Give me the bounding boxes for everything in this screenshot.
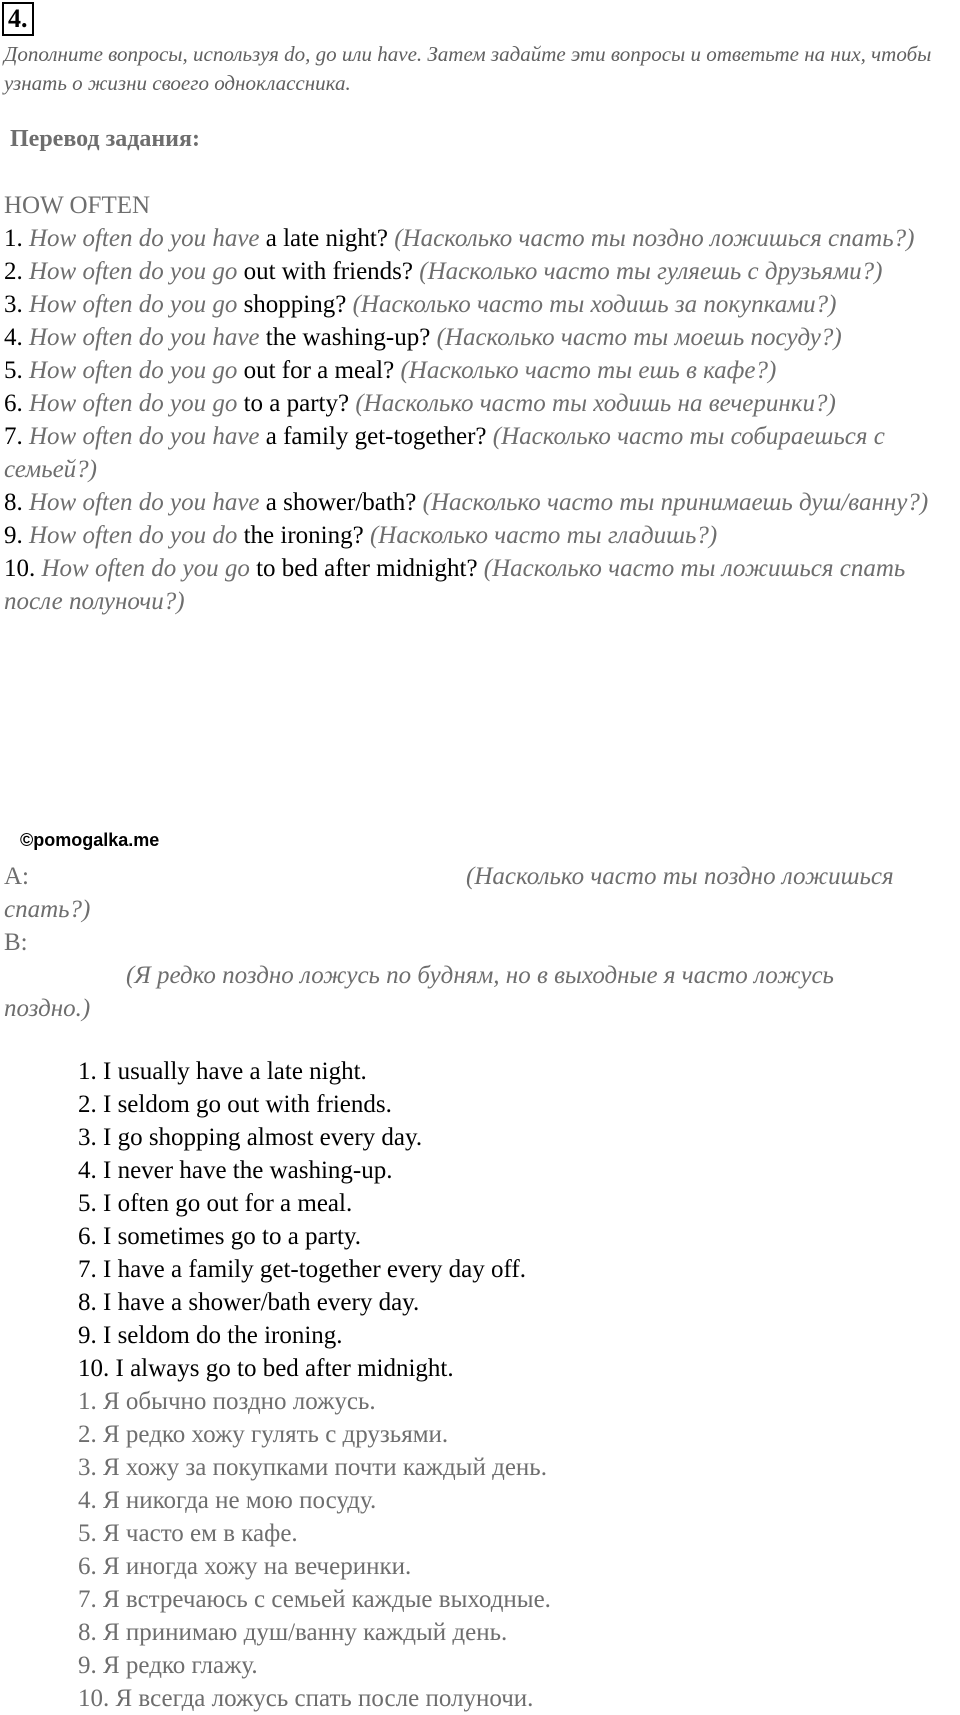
- question-number: 8.: [4, 489, 23, 516]
- dialogue-b-label-line: [4, 926, 958, 959]
- question-list: [4, 222, 958, 618]
- question-item: [4, 288, 958, 321]
- dialogue-b-line: [4, 959, 958, 992]
- question-item: [4, 552, 958, 618]
- answer-translation-item: 9. Я редко глажу.: [78, 1652, 258, 1679]
- question-item: [4, 321, 958, 354]
- question-stem: How often do you have: [29, 489, 260, 516]
- answer-item: 5. I often go out for a meal.: [78, 1190, 353, 1217]
- question-translation: (Насколько часто ты моешь посуду?): [436, 324, 842, 351]
- question-translation: (Насколько часто ты ходишь на вечеринки?): [355, 390, 836, 417]
- question-stem: How often do you go: [29, 291, 238, 318]
- question-item: [4, 354, 958, 387]
- answer-item: 10. I always go to bed after midnight.: [78, 1355, 454, 1382]
- question-translation: (Насколько часто ты ходишь за покупками?): [352, 291, 837, 318]
- speaker-b-translation-cont: поздно.): [4, 995, 91, 1022]
- answer-item: 1. I usually have a late night.: [78, 1058, 367, 1085]
- question-item: [4, 519, 958, 552]
- answer-item: 4. I never have the washing-up.: [78, 1157, 393, 1184]
- question-rest: out for a meal?: [243, 357, 395, 384]
- question-number: 9.: [4, 522, 23, 549]
- answer-item: 3. I go shopping almost every day.: [78, 1124, 423, 1151]
- answer-item: 9. I seldom do the ironing.: [78, 1322, 343, 1349]
- answers-english: [78, 1055, 938, 1385]
- answer-item: 8. I have a shower/bath every day.: [78, 1289, 420, 1316]
- question-number: 6.: [4, 390, 23, 417]
- question-number: 3.: [4, 291, 23, 318]
- question-translation: (Насколько часто ты принимаешь душ/ванну?): [422, 489, 929, 516]
- question-stem: How often do you go: [29, 390, 238, 417]
- question-rest: to a party?: [243, 390, 350, 417]
- question-translation: (Насколько часто ты поздно ложишься спать?): [394, 225, 915, 252]
- answer-translation-item: 10. Я всегда ложусь спать после полуночи.: [78, 1685, 534, 1712]
- dialogue-a-line: [4, 860, 958, 893]
- answer-translation-item: 3. Я хожу за покупками почти каждый день.: [78, 1454, 547, 1481]
- watermark: ©pomogalka.me: [20, 830, 160, 850]
- question-rest: the washing-up?: [265, 324, 431, 351]
- question-number: 5.: [4, 357, 23, 384]
- answer-translation-item: 1. Я обычно поздно ложусь.: [78, 1388, 376, 1415]
- answer-translation-item: 7. Я встречаюсь с семьей каждые выходные.: [78, 1586, 551, 1613]
- answer-translation-item: 4. Я никогда не мою посуду.: [78, 1487, 377, 1514]
- question-translation: (Насколько часто ты собираешься с семьей?): [4, 423, 885, 483]
- answer-translation-item: 8. Я принимаю душ/ванну каждый день.: [78, 1619, 508, 1646]
- question-rest: out with friends?: [243, 258, 413, 285]
- answer-item: 2. I seldom go out with friends.: [78, 1091, 392, 1118]
- question-item: [4, 486, 958, 519]
- answer-translation-item: 6. Я иногда хожу на вечеринки.: [78, 1553, 412, 1580]
- question-rest: shopping?: [243, 291, 347, 318]
- answer-translation-item: 2. Я редко хожу гулять с друзьями.: [78, 1421, 449, 1448]
- question-translation: (Насколько часто ты гуляешь с друзьями?): [419, 258, 883, 285]
- question-item: [4, 420, 958, 486]
- dialogue-example: [4, 860, 958, 1025]
- question-rest: a late night?: [265, 225, 388, 252]
- question-stem: How often do you have: [29, 423, 260, 450]
- answer-item: 6. I sometimes go to a party.: [78, 1223, 362, 1250]
- question-rest: the ironing?: [243, 522, 364, 549]
- question-rest: to bed after midnight?: [256, 555, 478, 582]
- question-number: 2.: [4, 258, 23, 285]
- answer-item: 7. I have a family get-together every day off.: [78, 1256, 526, 1283]
- question-stem: How often do you go: [29, 357, 238, 384]
- question-item: [4, 387, 958, 420]
- speaker-a-label: A:: [4, 863, 29, 890]
- how-often-label: HOW OFTEN: [4, 192, 151, 219]
- question-stem: How often do you do: [29, 522, 238, 549]
- speaker-a-translation-cont: спать?): [4, 896, 91, 923]
- question-number: 4.: [4, 324, 23, 351]
- answer-translation-item: 5. Я часто ем в кафе.: [78, 1520, 298, 1547]
- question-stem: How often do you go: [41, 555, 250, 582]
- speaker-b-label: B:: [4, 929, 28, 956]
- question-number: 1.: [4, 225, 23, 252]
- task-instruction: Дополните вопросы, используя do, go или have. Затем задайте эти вопросы и ответьте на них, чтобы узнать о жизни своего одноклассника.: [4, 42, 932, 95]
- speaker-b-translation: (Я редко поздно ложусь по будням, но в выходные я часто ложусь: [126, 962, 834, 989]
- answers-russian: [78, 1385, 938, 1715]
- question-stem: How often do you go: [29, 258, 238, 285]
- question-translation: (Насколько часто ты ешь в кафе?): [400, 357, 777, 384]
- question-rest: a family get-together?: [265, 423, 487, 450]
- question-stem: How often do you have: [29, 225, 260, 252]
- translation-heading: Перевод задания:: [10, 126, 200, 152]
- dialogue-b-line-cont: [4, 992, 958, 1025]
- question-translation: (Насколько часто ты гладишь?): [369, 522, 718, 549]
- question-number: 10.: [4, 555, 36, 582]
- question-rest: a shower/bath?: [265, 489, 417, 516]
- question-stem: How often do you have: [29, 324, 260, 351]
- question-number: 7.: [4, 423, 23, 450]
- question-translation: (Насколько часто ты ложишься спать после полуночи?): [4, 555, 906, 615]
- question-item: [4, 222, 958, 255]
- task-number: 4.: [2, 2, 34, 36]
- dialogue-a-line-cont: [4, 893, 958, 926]
- question-item: [4, 255, 958, 288]
- speaker-a-translation: (Насколько часто ты поздно ложишься: [466, 863, 894, 890]
